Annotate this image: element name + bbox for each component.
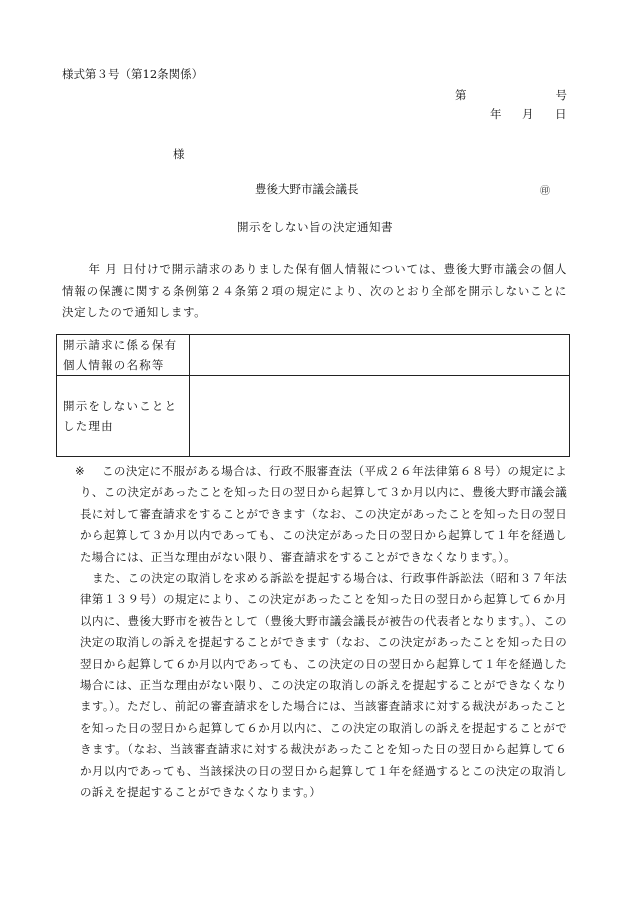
note-appeal-paragraph: この決定に不服がある場合は、行政不服審査法（平成２６年法律第６８号）の規定により、この決定があったことを知った日の翌日から起算して３か月以内に、豊後大野市議会議長に対して審査請求をすることができます（なお、この決定があったことを知った日の翌日から起算して３か月以内であっても、この決定があった日の翌日から起算して１年を経過した場合には、正当な理由がない限り、審査請求をすることができなくなります。）。 <box>80 464 567 564</box>
date-year: 年 <box>490 107 502 121</box>
seal-mark: ㊞ <box>540 186 550 197</box>
notice-body: 年 月 日付けで開示請求のありました保有個人情報については、豊後大野市議会の個人情報の保護に関する条例第２４条第２項の規定により、次のとおり全部を開示しないことに決定したので通知します。 <box>62 262 567 319</box>
notes-section <box>62 461 567 804</box>
document-title: 開示をしない旨の決定通知書 <box>237 220 393 234</box>
row-label-information-name: 開示請求に係る保有個人情報の名称等 <box>57 335 190 376</box>
date-day: 日 <box>555 107 567 121</box>
document-number-prefix: 第 <box>455 88 467 102</box>
row-value-reason <box>190 376 570 457</box>
date-month: 月 <box>522 107 534 121</box>
form-number-label: 様式第３号（第12条関係） <box>62 67 204 81</box>
table-row <box>57 335 570 376</box>
note-mark: ※ <box>75 464 85 478</box>
addressee-honorific: 様 <box>173 147 185 161</box>
row-value-information-name <box>190 335 570 376</box>
table-row <box>57 376 570 457</box>
document-number-suffix: 号 <box>555 88 567 102</box>
note-lawsuit-paragraph: また、この決定の取消しを求める訴訟を提起する場合は、行政事件訴訟法（昭和３７年法律第１３９号）の規定により、この決定があったことを知った日の翌日から起算して６か月以内に、豊後大野市を被告として（豊後大野市議会議長が被告の代表者となります。）、この決定の取消しの訴えを提起することができます（なお、この決定があったことを知った日の翌日から起算して６か月以内であっても、この決定の日の翌日から起算して１年を経過した場合には、正当な理由がない限り、この決定の取消しの訴えを提起することができなくなります。）。ただし、前記の審査請求をした場合には、当該審査請求に対する裁決があったことを知った日の翌日から起算して６か月以内に、この決定の取消しの訴えを提起することができます。（なお、当該審査請求に対する裁決があったことを知った日の翌日から起算して６か月以内であっても、当該採決の日の翌日から起算して１年を経過するとこの決定の取消しの訴えを提起することができなくなります。） <box>80 571 567 800</box>
row-label-reason: 開示をしないこととした理由 <box>57 376 190 457</box>
decision-table <box>56 334 570 457</box>
sender-name: 豊後大野市議会議長 <box>255 182 359 196</box>
